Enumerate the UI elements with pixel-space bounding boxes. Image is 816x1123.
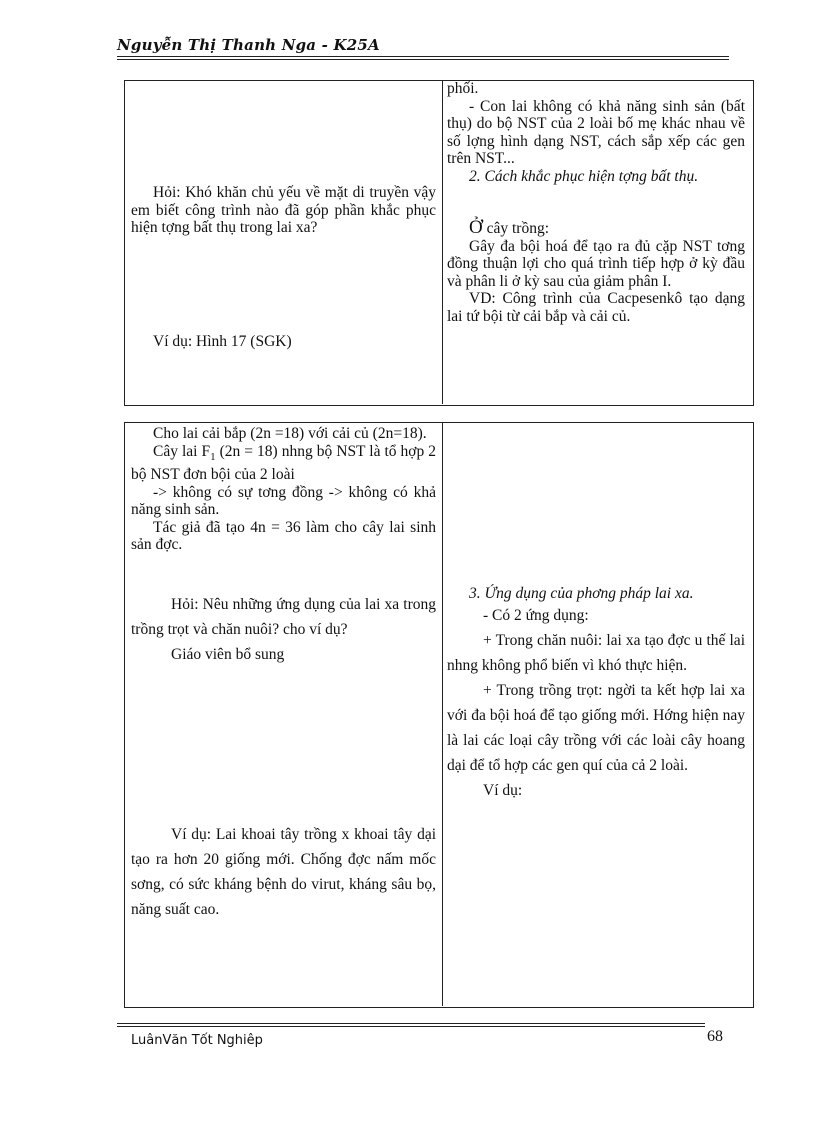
table2-divider xyxy=(442,422,443,1006)
table2-gv: Giáo viên bổ sung xyxy=(171,645,285,663)
footer-rule-2 xyxy=(117,1026,705,1027)
table2-p4: Tác giả đã tạo 4n = 36 làm cho cây lai sinh sản đợc. xyxy=(131,518,436,554)
table1-vd: VD: Công trình của Cacpesenkô tạo dạng lai tứ bội từ cải bắp và cải củ. xyxy=(447,290,745,325)
table1-question: Hỏi: Khó khăn chủ yếu về mặt di truyền vậy em biết công trình nào đã góp phần khắc phục hiện tợng bất thụ trong lai xa? xyxy=(131,184,436,236)
table2-right-cell xyxy=(447,585,745,803)
table1-heading2: 2. Cách khắc phục hiện tợng bất thụ. xyxy=(469,167,699,185)
table1-divider xyxy=(442,80,443,404)
header-rule-1 xyxy=(117,56,729,57)
table2-vd: Ví dụ: Lai khoai tây trồng x khoai tây dại tạo ra hơn 20 giống mới. Chống đợc nấm mốc sơng, có sức kháng bệnh do virut, kháng sâu bọ, năng suất cao. xyxy=(131,825,436,918)
table2-r1: - Có 2 ứng dụng: xyxy=(483,606,589,624)
table2-p2b: (2n = 18) nhng bộ NST là tổ hợp 2 bộ NST đơn bội của 2 loài xyxy=(131,442,436,484)
table2-p2 xyxy=(131,443,436,484)
table1-right-cell xyxy=(447,80,745,325)
table2-question-block xyxy=(131,592,436,667)
table2-r2: + Trong chăn nuôi: lai xa tạo đợc u thế lai nhng không phổ biến vì khó thực hiện. xyxy=(447,631,745,674)
table1-sub-prefix: Ở xyxy=(469,217,483,238)
table1-example: Ví dụ: Hình 17 (SGK) xyxy=(153,332,292,350)
table1-para1: - Con lai không có khả năng sinh sản (bất thụ) do bộ NST của 2 loài bố mẹ khác nhau về số lợng hình dạng NST, cách sắp xếp các gen trên NST... xyxy=(447,97,745,167)
table1-para2: Gây đa bội hoá để tạo ra đủ cặp NST tơng đồng thuận lợi cho quá trình tiếp hợp ở kỳ đầu và phân li ở kỳ sau của giảm phân I. xyxy=(447,237,745,290)
table2-p3: -> không có sự tơng đồng -> không có khả năng sinh sản. xyxy=(131,483,436,519)
table1-line1: phối. xyxy=(447,80,479,97)
table1-sub-rest: cây trồng: xyxy=(482,220,550,237)
header-rule-2 xyxy=(117,59,729,60)
table2-p1: Cho lai cải bắp (2n =18) với cải củ (2n=18). xyxy=(153,425,427,442)
table2-heading3: 3. Ứng dụng của phơng pháp lai xa. xyxy=(469,585,694,602)
page-number: 68 xyxy=(707,1028,723,1045)
footer-rule-1 xyxy=(117,1023,705,1024)
table2-r3: + Trong trồng trọt: ngời ta kết hợp lai xa với đa bội hoá để tạo giống mới. Hớng hiện nay là lai các loại cây trồng với các loài cây hoang dại để tổ hợp các gen quí của cả 2 loài. xyxy=(447,681,745,774)
table2-p2sub: 1 xyxy=(210,450,216,463)
table1-left-cell xyxy=(131,184,436,350)
footer-title: LuânVăn Tốt Nghiêp xyxy=(131,1033,263,1048)
table2-rvd: Ví dụ: xyxy=(483,781,523,799)
table2-right-body xyxy=(447,603,745,803)
header-author: Nguyễn Thị Thanh Nga - K25A xyxy=(117,36,380,54)
table2-p2a: Cây lai F xyxy=(153,442,211,460)
table2-q: Hỏi: Nêu những ứng dụng của lai xa trong trồng trọt và chăn nuôi? cho ví dụ? xyxy=(131,595,436,638)
table2-example-block xyxy=(131,822,436,922)
table1-subheading xyxy=(447,219,745,238)
table2-left-cell xyxy=(131,425,436,922)
